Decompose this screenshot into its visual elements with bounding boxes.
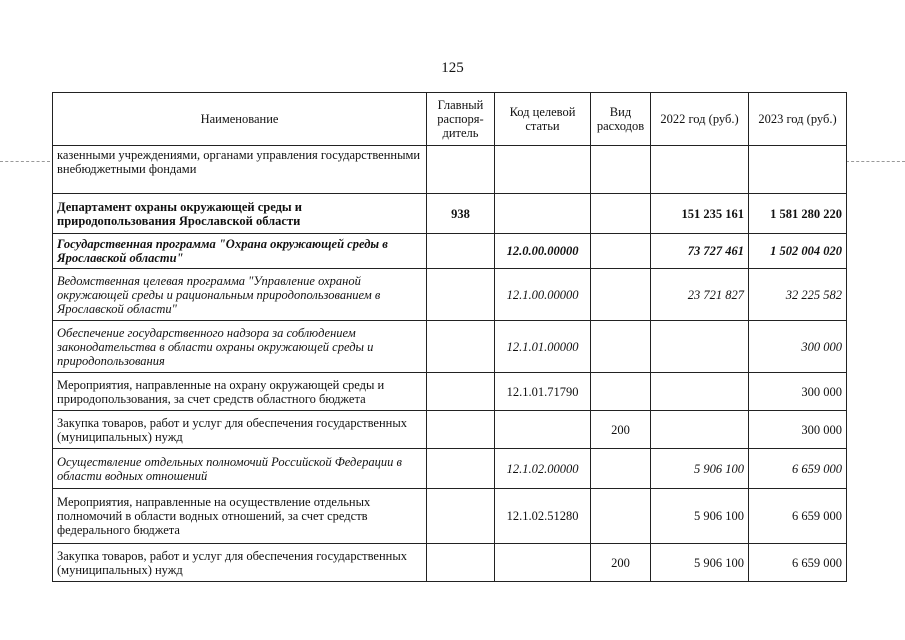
row-manager-cell (427, 373, 495, 411)
header-2023: 2023 год (руб.) (749, 93, 847, 146)
row-2022-cell (651, 146, 749, 194)
row-manager-cell (427, 544, 495, 582)
table-header-row (53, 93, 847, 146)
row-2023-cell: 32 225 582 (749, 269, 847, 321)
row-type-cell (591, 234, 651, 269)
row-manager-cell (427, 489, 495, 544)
row-code-cell (495, 544, 591, 582)
row-name-cell: казенными учреждениями, органами управления государственными внебюджетными фондами (53, 146, 427, 194)
row-2023-cell: 6 659 000 (749, 544, 847, 582)
row-manager-cell (427, 449, 495, 489)
row-name-cell: Государственная программа "Охрана окружающей среды в Ярославской области" (53, 234, 427, 269)
page-number: 125 (441, 60, 464, 76)
table-row (53, 234, 847, 269)
row-code-cell: 12.1.02.51280 (495, 489, 591, 544)
table-row (53, 489, 847, 544)
row-code-cell: 12.1.02.00000 (495, 449, 591, 489)
row-2023-cell: 1 502 004 020 (749, 234, 847, 269)
table-row (53, 449, 847, 489)
row-2023-cell: 6 659 000 (749, 489, 847, 544)
row-type-cell: 200 (591, 544, 651, 582)
row-2023-cell: 300 000 (749, 411, 847, 449)
header-2022: 2022 год (руб.) (651, 93, 749, 146)
table-row (53, 321, 847, 373)
row-code-cell (495, 146, 591, 194)
row-2022-cell (651, 373, 749, 411)
row-2023-cell: 300 000 (749, 321, 847, 373)
budget-table (52, 92, 847, 582)
row-manager-cell (427, 146, 495, 194)
row-2022-cell: 73 727 461 (651, 234, 749, 269)
row-2022-cell: 23 721 827 (651, 269, 749, 321)
row-2022-cell (651, 321, 749, 373)
row-2022-cell: 5 906 100 (651, 544, 749, 582)
row-code-cell: 12.0.00.00000 (495, 234, 591, 269)
table-body (53, 146, 847, 582)
row-name-cell: Осуществление отдельных полномочий Российской Федерации в области водных отношений (53, 449, 427, 489)
cut-line-left (0, 161, 50, 162)
row-manager-cell (427, 269, 495, 321)
row-name-cell: Закупка товаров, работ и услуг для обеспечения государственных (муниципальных) нужд (53, 544, 427, 582)
row-name-cell: Обеспечение государственного надзора за соблюдением законодательства в области охраны окружающей среды и природопользования (53, 321, 427, 373)
row-2023-cell: 300 000 (749, 373, 847, 411)
header-type: Вид расходов (591, 93, 651, 146)
row-2023-cell: 6 659 000 (749, 449, 847, 489)
header-name: Наименование (53, 93, 427, 146)
row-name-cell: Ведомственная целевая программа "Управление охраной окружающей среды и рациональным природопользованием в Ярославской области" (53, 269, 427, 321)
row-2022-cell: 5 906 100 (651, 449, 749, 489)
table-row (53, 146, 847, 194)
row-type-cell (591, 489, 651, 544)
header-code: Код целевой статьи (495, 93, 591, 146)
row-type-cell (591, 269, 651, 321)
row-code-cell: 12.1.00.00000 (495, 269, 591, 321)
row-2022-cell (651, 411, 749, 449)
cut-line-right (846, 161, 905, 162)
table-row (53, 373, 847, 411)
row-2022-cell: 151 235 161 (651, 194, 749, 234)
row-manager-cell (427, 321, 495, 373)
row-code-cell (495, 194, 591, 234)
row-manager-cell (427, 411, 495, 449)
row-manager-cell (427, 234, 495, 269)
row-name-cell: Мероприятия, направленные на охрану окружающей среды и природопользования, за счет средств областного бюджета (53, 373, 427, 411)
row-code-cell: 12.1.01.71790 (495, 373, 591, 411)
header-manager: Главный распоря-дитель (427, 93, 495, 146)
row-type-cell: 200 (591, 411, 651, 449)
table-row (53, 194, 847, 234)
row-manager-cell: 938 (427, 194, 495, 234)
row-type-cell (591, 321, 651, 373)
table-row (53, 411, 847, 449)
table-row (53, 544, 847, 582)
table-row (53, 269, 847, 321)
row-2022-cell: 5 906 100 (651, 489, 749, 544)
row-name-cell: Закупка товаров, работ и услуг для обеспечения государственных (муниципальных) нужд (53, 411, 427, 449)
row-code-cell: 12.1.01.00000 (495, 321, 591, 373)
row-name-cell: Мероприятия, направленные на осуществление отдельных полномочий в области водных отношений, за счет средств федерального бюджета (53, 489, 427, 544)
row-2023-cell: 1 581 280 220 (749, 194, 847, 234)
row-2023-cell (749, 146, 847, 194)
row-code-cell (495, 411, 591, 449)
row-type-cell (591, 449, 651, 489)
row-type-cell (591, 373, 651, 411)
row-type-cell (591, 146, 651, 194)
row-type-cell (591, 194, 651, 234)
row-name-cell: Департамент охраны окружающей среды и природопользования Ярославской области (53, 194, 427, 234)
